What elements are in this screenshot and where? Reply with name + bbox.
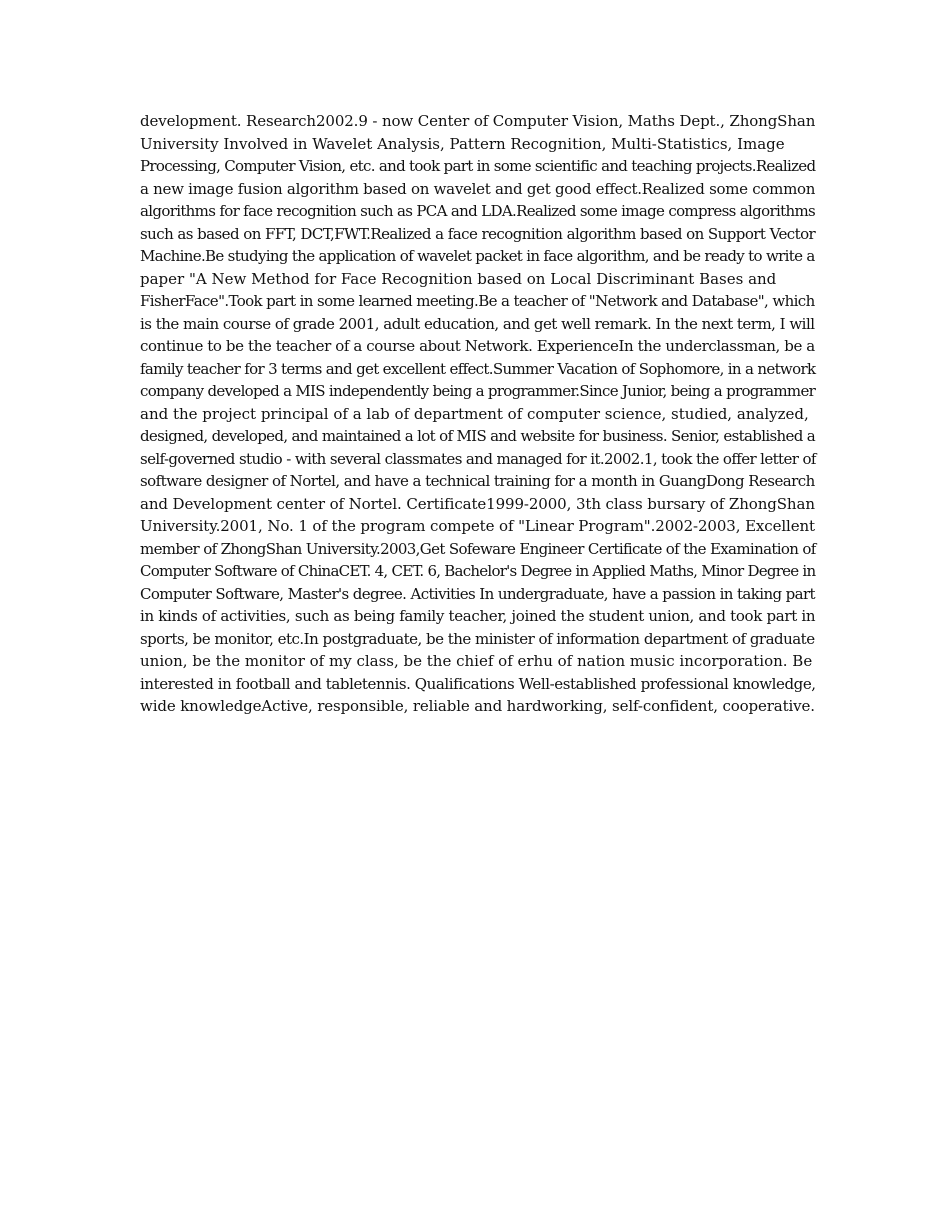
- text-line: Computer Software, Master's degree. Activities In undergraduate, have a passion in taking part: [140, 584, 815, 603]
- text-line: such as based on FFT, DCT,FWT.Realized a face recognition algorithm based on Support Vector: [140, 224, 816, 243]
- text-line: paper "A New Method for Face Recognition based on Local Discriminant Bases and: [140, 269, 777, 288]
- text-line: software designer of Nortel, and have a technical training for a month in GuangDong Research: [140, 472, 815, 490]
- text-line: company developed a MIS independently being a programmer.Since Junior, being a programmer: [140, 382, 816, 400]
- text-line: in kinds of activities, such as being family teacher, joined the student union, and took part in: [140, 607, 816, 625]
- resume-body-text: [140, 110, 815, 718]
- text-line: designed, developed, and maintained a lot of MIS and website for business. Senior, established a: [140, 427, 816, 445]
- text-line: Computer Software of ChinaCET. 4, CET. 6, Bachelor's Degree in Applied Maths, Minor Degree in: [140, 562, 816, 580]
- text-line: University.2001, No. 1 of the program compete of "Linear Program".2002-2003, Excellent: [140, 517, 815, 535]
- text-line: family teacher for 3 terms and get excellent effect.Summer Vacation of Sophomore, in a network: [140, 359, 816, 378]
- text-line: sports, be monitor, etc.In postgraduate, be the minister of information department of graduate: [140, 629, 815, 648]
- text-line: a new image fusion algorithm based on wavelet and get good effect.Realized some common: [140, 179, 816, 198]
- text-line: and the project principal of a lab of department of computer science, studied, analyzed,: [140, 404, 809, 423]
- text-line: union, be the monitor of my class, be the chief of erhu of nation music incorporation. Be: [140, 652, 813, 670]
- text-line: self-governed studio - with several classmates and managed for it.2002.1, took the offer letter of: [140, 449, 816, 468]
- text-line: algorithms for face recognition such as PCA and LDA.Realized some image compress algorithms: [140, 202, 816, 220]
- text-line: continue to be the teacher of a course about Network. ExperienceIn the underclassman, be a: [140, 337, 815, 355]
- text-line: wide knowledgeActive, responsible, reliable and hardworking, self-confident, cooperative.: [140, 697, 815, 715]
- text-line: interested in football and tabletennis. Qualifications Well-established professional knowledge,: [140, 674, 816, 693]
- text-line: FisherFace".Took part in some learned meeting.Be a teacher of "Network and Database", which: [140, 292, 815, 310]
- text-line: development. Research2002.9 - now Center of Computer Vision, Maths Dept., ZhongShan: [140, 112, 816, 130]
- text-line: University Involved in Wavelet Analysis, Pattern Recognition, Multi-Statistics, Image: [140, 134, 785, 153]
- text-line: is the main course of grade 2001, adult education, and get well remark. In the next term, I will: [140, 314, 815, 333]
- text-line: and Development center of Nortel. Certificate1999-2000, 3th class bursary of ZhongShan: [140, 494, 815, 513]
- text-line: member of ZhongShan University.2003,Get Sofeware Engineer Certificate of the Examination of: [140, 539, 816, 558]
- text-line: Processing, Computer Vision, etc. and took part in some scientific and teaching projects.Realized: [140, 157, 816, 175]
- text-line: Machine.Be studying the application of wavelet packet in face algorithm, and be ready to write a: [140, 247, 815, 265]
